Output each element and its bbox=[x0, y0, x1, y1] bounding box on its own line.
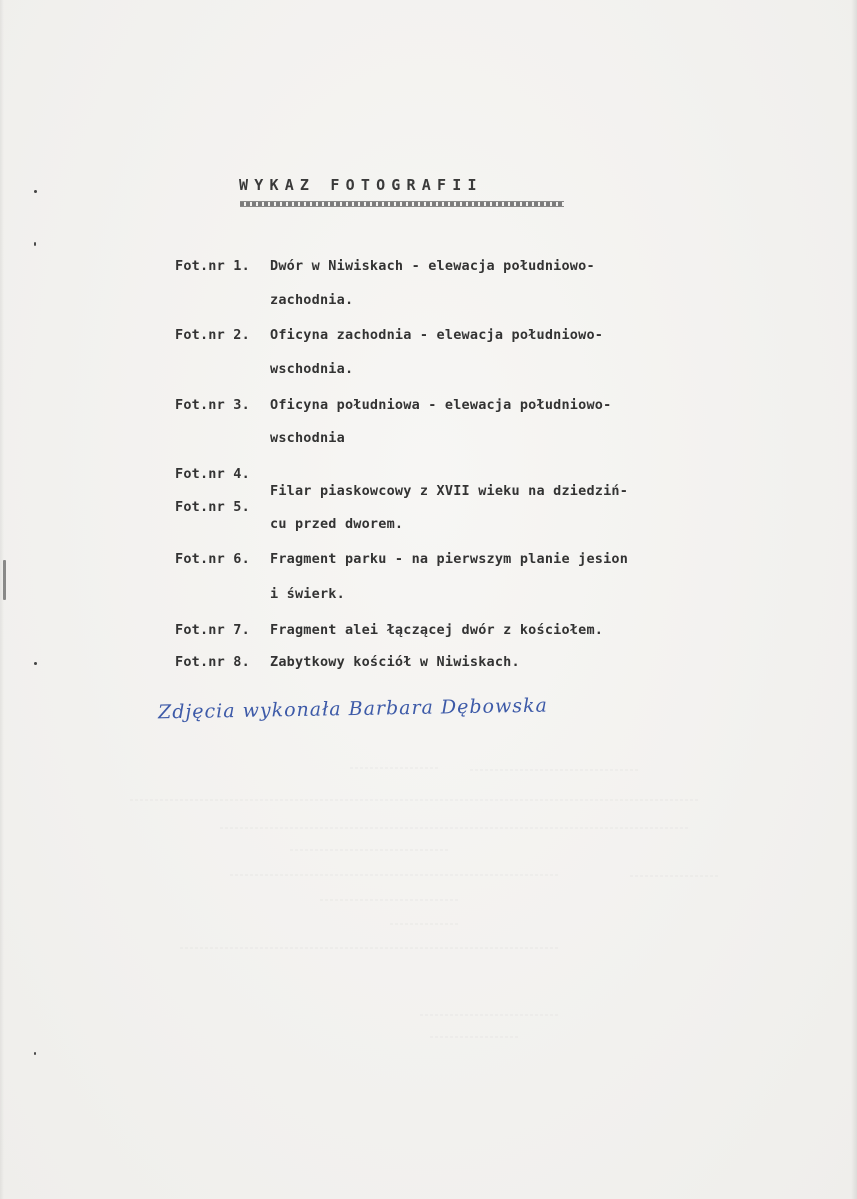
entry-7-label: Fot.nr 7. bbox=[175, 622, 250, 638]
entry-4-label: Fot.nr 4. bbox=[175, 466, 250, 482]
entry-3-line-1: Oficyna południowa - elewacja południowo- bbox=[270, 397, 612, 413]
page-right-edge bbox=[851, 0, 857, 1199]
entry-1-line-1: Dwór w Niwiskach - elewacja południowo- bbox=[270, 258, 595, 274]
page-title: WYKAZ FOTOGRAFII bbox=[239, 176, 483, 194]
binding-mark bbox=[3, 560, 6, 600]
entry-7-line-1: Fragment alei łączącej dwór z kościołem. bbox=[270, 622, 604, 638]
entry-2-label: Fot.nr 2. bbox=[175, 327, 250, 343]
entry-5-label: Fot.nr 5. bbox=[175, 499, 250, 515]
title-underline bbox=[240, 201, 564, 207]
handwritten-signature: Zdjęcia wykonała Barbara Dębowska bbox=[157, 694, 549, 724]
entry-6-line-1: Fragment parku - na pierwszym planie jesion bbox=[270, 551, 629, 567]
margin-dot bbox=[34, 242, 36, 246]
entry-1-line-2: zachodnia. bbox=[270, 292, 354, 308]
margin-dot bbox=[34, 662, 37, 665]
entry-2-line-1: Oficyna zachodnia - elewacja południowo- bbox=[270, 327, 604, 343]
entry-8-line-1: Zabytkowy kościół w Niwiskach. bbox=[270, 654, 520, 670]
entry-2-line-2: wschodnia. bbox=[270, 361, 354, 377]
entry-6-label: Fot.nr 6. bbox=[175, 551, 250, 567]
margin-dot bbox=[34, 190, 37, 193]
entry-8-label: Fot.nr 8. bbox=[175, 654, 250, 670]
entry-4-5-line-2: cu przed dworem. bbox=[270, 516, 404, 532]
margin-dot bbox=[34, 1052, 36, 1055]
entry-6-line-2: i świerk. bbox=[270, 586, 345, 602]
entry-3-line-2: wschodnia bbox=[270, 430, 345, 446]
entry-1-label: Fot.nr 1. bbox=[175, 258, 250, 274]
entry-3-label: Fot.nr 3. bbox=[175, 397, 250, 413]
entry-4-5-line-1: Filar piaskowcowy z XVII wieku na dziedziń- bbox=[270, 483, 629, 499]
